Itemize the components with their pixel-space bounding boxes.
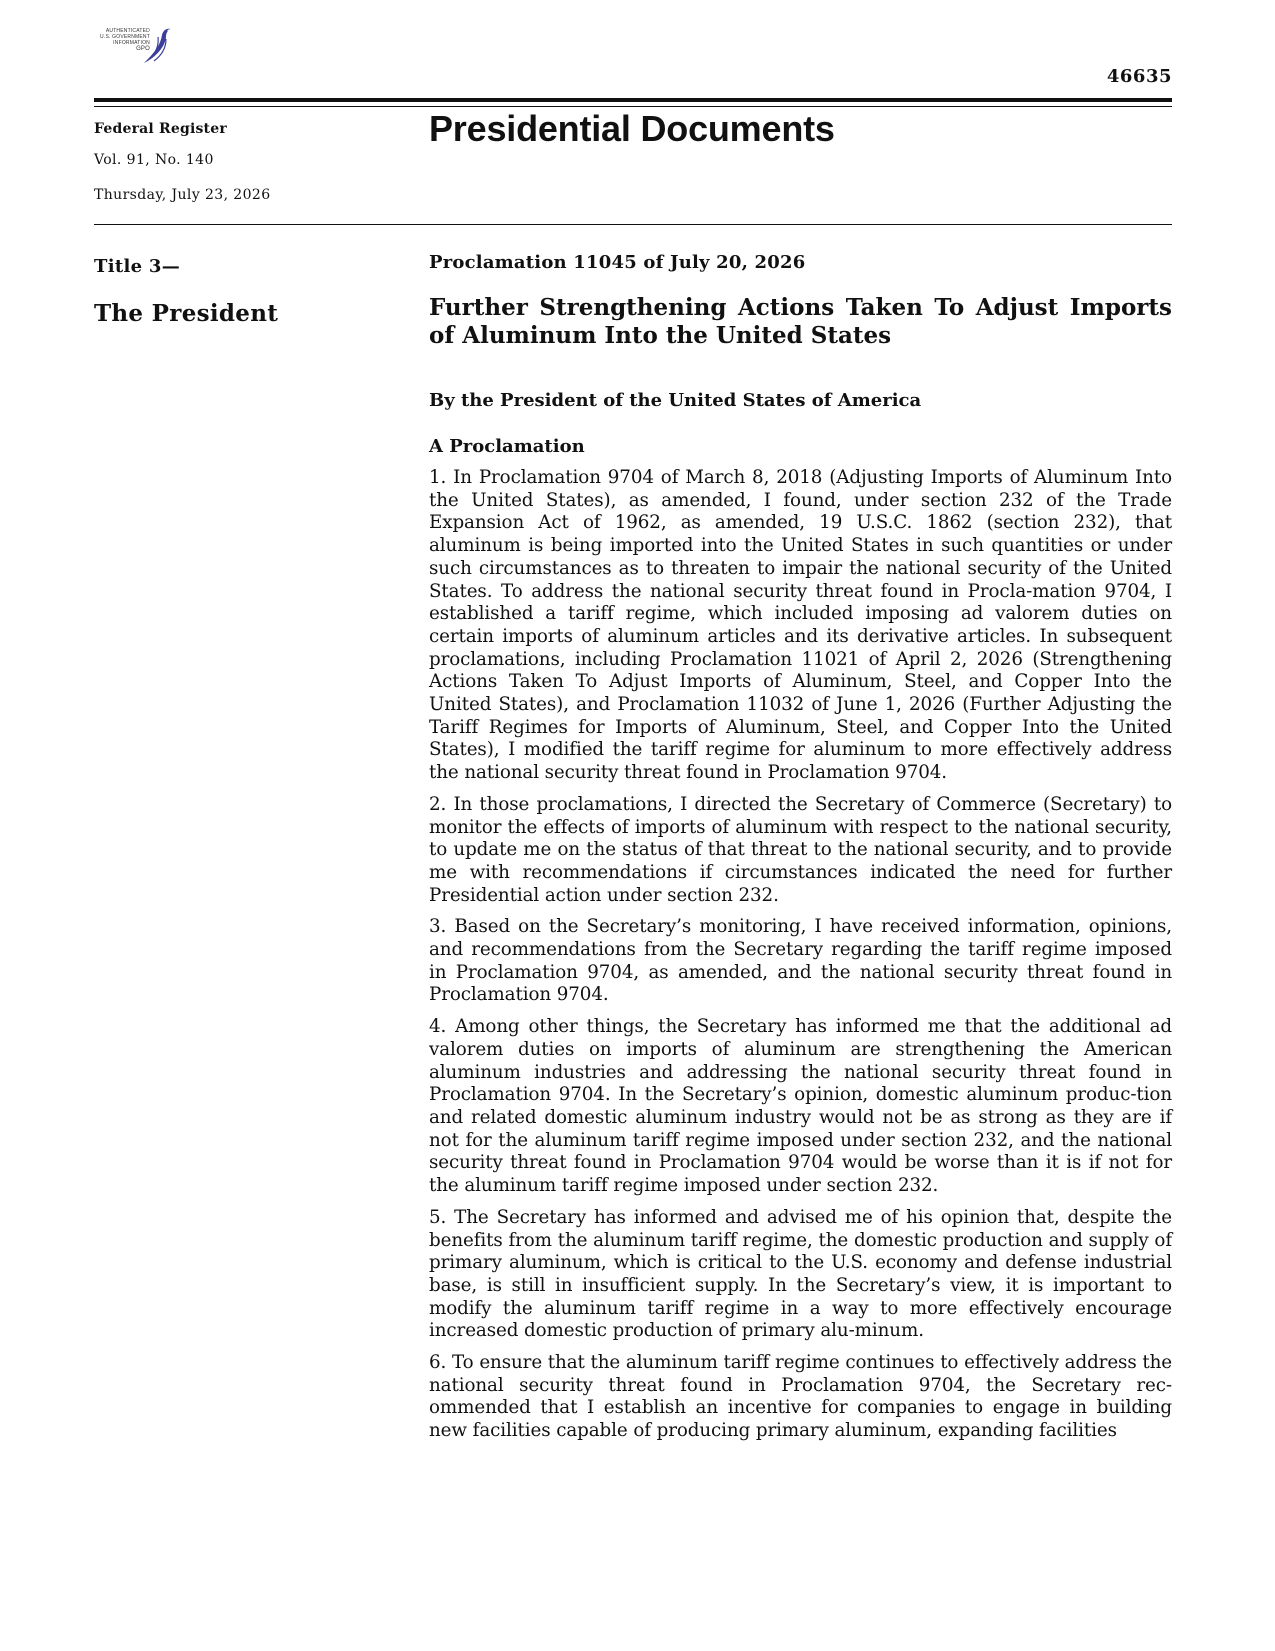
paragraph: 2. In those proclamations, I directed the Secretary of Commerce (Secretary) to monitor the effects of imports of aluminum with respect to the national security, to update me on the status of that threat to the national security, and to provide me with recommendations if circumstances indicated the need for further Presidential action under section 232. bbox=[429, 793, 1172, 906]
paragraph: 5. The Secretary has informed and advised me of his opinion that, despite the benefits from the aluminum tariff regime, the domestic production and supply of primary aluminum, which is critical to the U.S. economy and defense industrial base, is still in insufficient supply. In the Secretary’s view, it is important to modify the aluminum tariff regime in a way to more effectively encourage increased domestic production of primary alu-minum. bbox=[429, 1206, 1172, 1342]
header-rule-thick bbox=[94, 98, 1172, 102]
document-category-heading: Presidential Documents bbox=[429, 108, 835, 149]
paragraph-list bbox=[429, 467, 1172, 1443]
paragraph: 1. In Proclamation 9704 of March 8, 2018 (Adjusting Imports of Aluminum Into the United States), as amended, I found, under section 232 of the Trade Expansion Act of 1962, as amended, 19 U.S.C. 1862 (section 232), that aluminum is being imported into the United States in such quantities or under such circumstances as to threaten to impair the national security of the United States. To address the national security threat found in Procla-mation 9704, I established a tariff regime, which included imposing ad valorem duties on certain imports of aluminum articles and its derivative articles. In subsequent proclamations, including Proclamation 11021 of April 2, 2026 (Strengthening Actions Taken To Adjust Imports of Aluminum, Steel, and Copper Into the United States), and Proclamation 11032 of June 1, 2026 (Further Adjusting the Tariff Regimes for Imports of Aluminum, Steel, and Copper Into the United States), I modified the tariff regime for aluminum to more effectively address the national security threat found in Proclamation 9704. bbox=[429, 467, 1172, 784]
logo-text-line: AUTHENTICATED bbox=[105, 28, 150, 34]
logo-text-line: INFORMATION bbox=[113, 40, 150, 46]
volume-number: Vol. 91, No. 140 bbox=[94, 152, 214, 168]
agency-label: The President bbox=[94, 300, 279, 327]
header-rule-thin bbox=[94, 106, 1172, 107]
logo-text-line: U.S. GOVERNMENT bbox=[100, 34, 150, 40]
paragraph: 3. Based on the Secretary’s monitoring, I have received information, opinions, and recommendations from the Secretary regarding the tariff regime imposed in Proclamation 9704, as amended, and the national security threat found in Proclamation 9704. bbox=[429, 916, 1172, 1006]
cfr-title-label: Title 3— bbox=[94, 256, 181, 277]
logo-text-line: GPO bbox=[136, 46, 150, 52]
publication-name: Federal Register bbox=[94, 121, 227, 137]
paragraph: 6. To ensure that the aluminum tariff regime continues to effectively address the national security threat found in Proclamation 9704, the Secretary rec-ommended that I establish an incentive for companies to engage in building new facilities capable of producing primary aluminum, expanding facilities bbox=[429, 1352, 1172, 1442]
publication-date: Thursday, July 23, 2026 bbox=[94, 187, 271, 203]
document-body bbox=[429, 252, 1172, 1443]
eagle-icon bbox=[140, 25, 174, 67]
paragraph: 4. Among other things, the Secretary has informed me that the additional ad valorem duties on imports of aluminum are strengthening the American aluminum industries and addressing the national security threat found in Proclamation 9704. In the Secretary’s opinion, domestic aluminum produc-tion and related domestic aluminum industry would not be as strong as they are if not for the aluminum tariff regime imposed under section 232, and the national security threat found in Proclamation 9704 would be worse than it is if not for the aluminum tariff regime imposed under section 232. bbox=[429, 1016, 1172, 1197]
proclamation-title: Further Strengthening Actions Taken To Adjust Imports of Aluminum Into the United States bbox=[429, 294, 1172, 349]
by-line: By the President of the United States of America bbox=[429, 390, 922, 411]
section-rule bbox=[94, 224, 1172, 225]
gpo-authentication-logo bbox=[84, 25, 174, 69]
proclamation-number: Proclamation 11045 of July 20, 2026 bbox=[429, 252, 806, 273]
proclamation-subheading: A Proclamation bbox=[429, 436, 585, 457]
page-number: 46635 bbox=[1106, 66, 1172, 87]
